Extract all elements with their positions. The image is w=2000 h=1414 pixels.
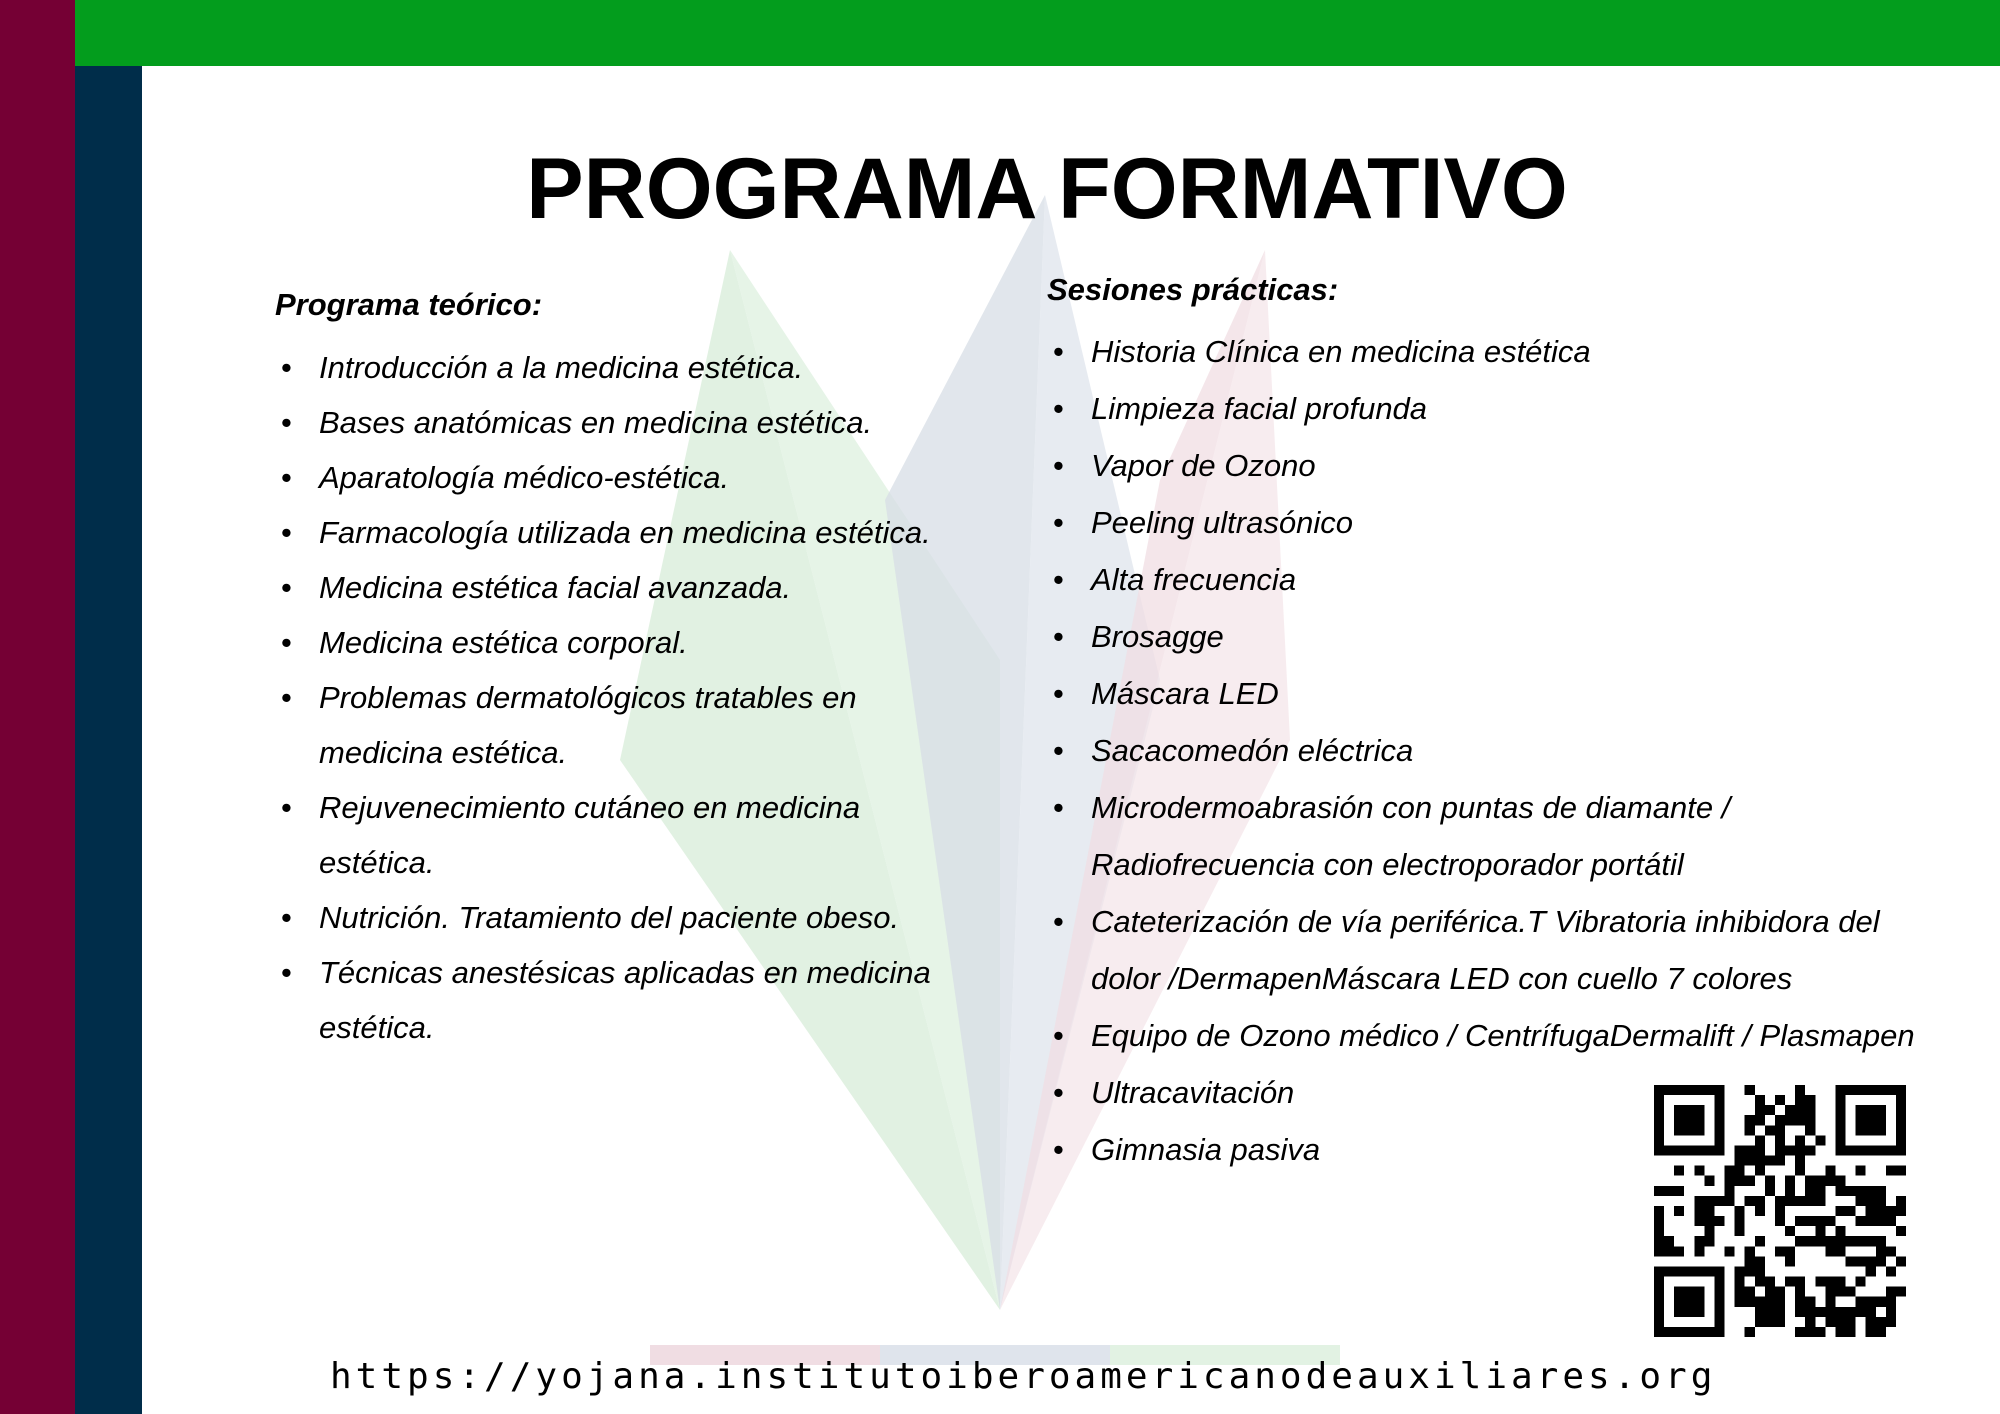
list-item: • Máscara LED <box>1047 665 1927 722</box>
list-item: • Equipo de Ozono médico / CentrífugaDermalift / Plasmapen <box>1047 1007 1927 1064</box>
list-item: • Peeling ultrasónico <box>1047 494 1927 551</box>
left-navy-bar <box>75 66 142 1414</box>
list-item: • Farmacología utilizada en medicina estética. <box>275 505 935 560</box>
list-item: • Alta frecuencia <box>1047 551 1927 608</box>
list-item: • Técnicas anestésicas aplicadas en medicina estética. <box>275 945 935 1055</box>
list-item: • Gimnasia pasiva <box>1047 1121 1927 1178</box>
practical-sessions-list <box>1047 323 1927 1178</box>
top-green-bar <box>75 0 2000 66</box>
list-item: • Bases anatómicas en medicina estética. <box>275 395 935 450</box>
list-item: • Aparatología médico-estética. <box>275 450 935 505</box>
list-item: • Microdermoabrasión con puntas de diamante / Radiofrecuencia con electroporador portátil <box>1047 779 1927 893</box>
theory-program-heading: Programa teórico: <box>275 287 543 322</box>
list-item: • Sacacomedón eléctrica <box>1047 722 1927 779</box>
list-item: • Limpieza facial profunda <box>1047 380 1927 437</box>
qr-code-icon[interactable] <box>1654 1085 1906 1337</box>
page-title: PROGRAMA FORMATIVO <box>526 141 1568 237</box>
list-item: • Cateterización de vía periférica.T Vibratoria inhibidora del dolor /DermapenMáscara LED con cuello 7 colores <box>1047 893 1927 1007</box>
list-item: • Brosagge <box>1047 608 1927 665</box>
list-item: • Medicina estética corporal. <box>275 615 935 670</box>
list-item: • Vapor de Ozono <box>1047 437 1927 494</box>
left-maroon-bar <box>0 0 75 1414</box>
list-item: • Rejuvenecimiento cutáneo en medicina estética. <box>275 780 935 890</box>
list-item: • Medicina estética facial avanzada. <box>275 560 935 615</box>
list-item: • Introducción a la medicina estética. <box>275 340 935 395</box>
list-item: • Ultracavitación <box>1047 1064 1927 1121</box>
practical-sessions-heading: Sesiones prácticas: <box>1047 272 1339 307</box>
list-item: • Nutrición. Tratamiento del paciente obeso. <box>275 890 935 945</box>
theory-program-list <box>275 340 935 1055</box>
list-item: • Historia Clínica en medicina estética <box>1047 323 1927 380</box>
website-url-link[interactable]: https://yojana.institutoiberoamericanodeauxiliares.org <box>330 1356 1717 1397</box>
list-item: • Problemas dermatológicos tratables en medicina estética. <box>275 670 935 780</box>
